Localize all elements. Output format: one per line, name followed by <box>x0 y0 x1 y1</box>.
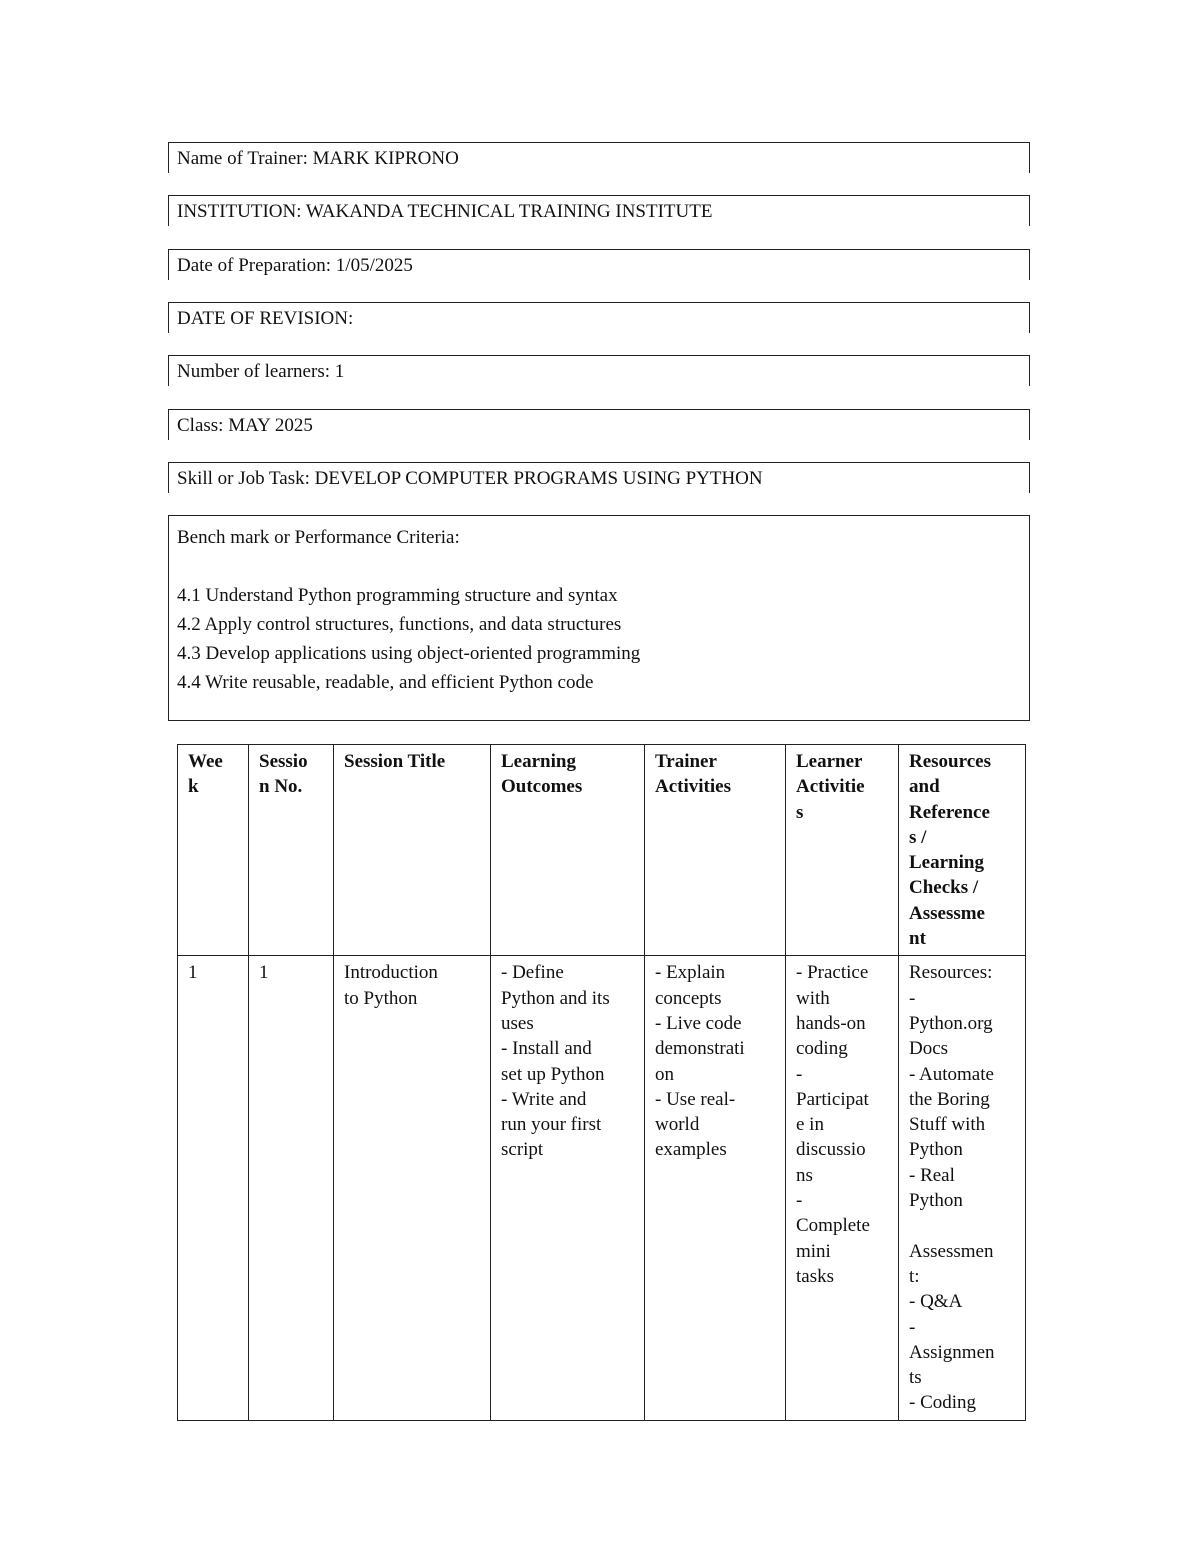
cell-resources: Resources: - Python.org Docs - Automate the Boring Stuff with Python - Real Python Assessmen t: - Q&A - Assignmen ts - Coding <box>899 956 1026 1420</box>
cell-learner-activities: - Practice with hands-on coding - Participat e in discussio ns - Complete mini tasks <box>786 956 899 1420</box>
date-of-revision-field: DATE OF REVISION: <box>168 302 1030 333</box>
benchmark-item: 4.2 Apply control structures, functions, and data structures <box>177 614 622 635</box>
cell-session-title: Introduction to Python <box>334 956 491 1420</box>
benchmark-box <box>168 515 1030 721</box>
skill-job-task-field: Skill or Job Task: DEVELOP COMPUTER PROGRAMS USING PYTHON <box>168 462 1030 493</box>
date-of-preparation-field: Date of Preparation: 1/05/2025 <box>168 249 1030 280</box>
class-field: Class: MAY 2025 <box>168 409 1030 440</box>
header-trainer-activities: Trainer Activities <box>645 745 786 956</box>
cell-trainer-activities: - Explain concepts - Live code demonstrati on - Use real- world examples <box>645 956 786 1420</box>
session-plan-table <box>177 744 1026 1421</box>
header-learner-activities: Learner Activitie s <box>786 745 899 956</box>
benchmark-title: Bench mark or Performance Criteria: <box>177 527 460 548</box>
cell-learning-outcomes: - Define Python and its uses - Install and set up Python - Write and run your first script <box>491 956 645 1420</box>
trainer-name-field: Name of Trainer: MARK KIPRONO <box>168 142 1030 173</box>
header-learning-outcomes: Learning Outcomes <box>491 745 645 956</box>
header-session-no: Sessio n No. <box>249 745 334 956</box>
benchmark-item: 4.3 Develop applications using object-oriented programming <box>177 643 641 664</box>
table-header-row <box>178 745 1026 956</box>
benchmark-item: 4.4 Write reusable, readable, and efficient Python code <box>177 672 594 693</box>
header-session-title: Session Title <box>334 745 491 956</box>
header-week: Wee k <box>178 745 249 956</box>
number-of-learners-field: Number of learners: 1 <box>168 355 1030 386</box>
cell-session-no: 1 <box>249 956 334 1420</box>
benchmark-item: 4.1 Understand Python programming structure and syntax <box>177 585 618 606</box>
institution-field: INSTITUTION: WAKANDA TECHNICAL TRAINING INSTITUTE <box>168 195 1030 226</box>
table-row <box>178 956 1026 1420</box>
cell-week: 1 <box>178 956 249 1420</box>
header-resources: Resources and Reference s / Learning Checks / Assessme nt <box>899 745 1026 956</box>
